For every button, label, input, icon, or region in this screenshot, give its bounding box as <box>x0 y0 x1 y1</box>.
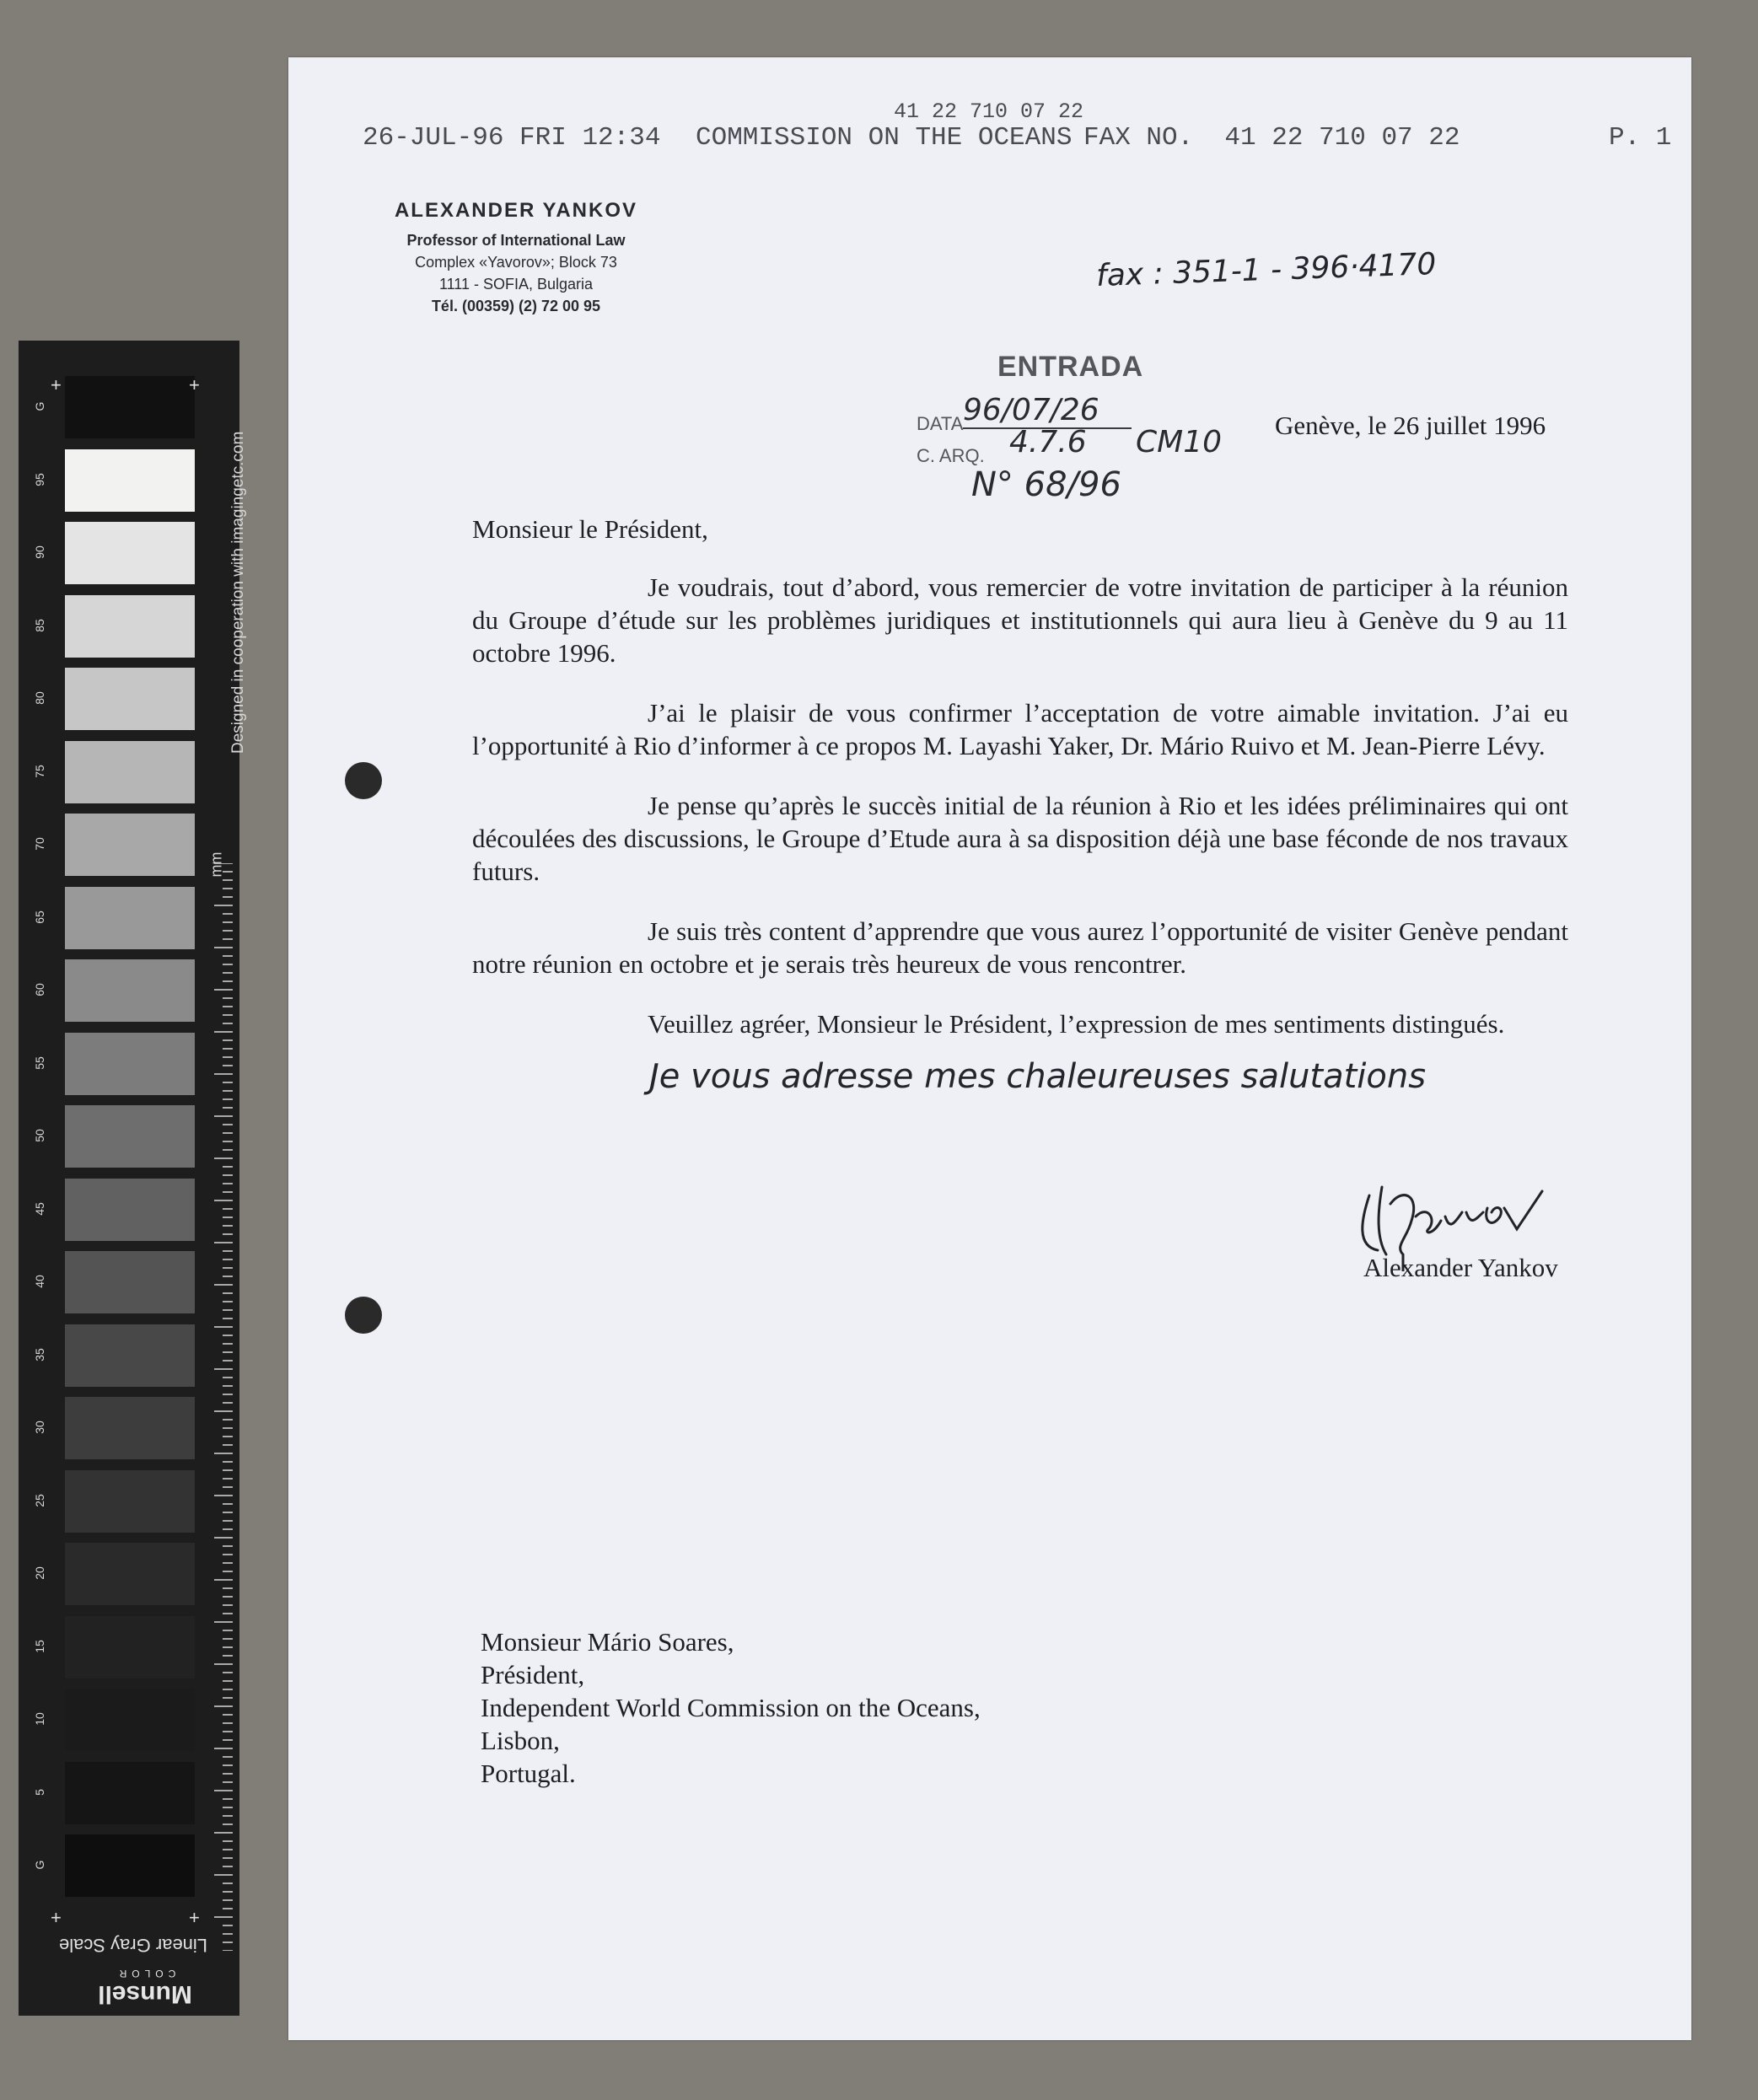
sender-address-1: Complex «Yavorov»; Block 73 <box>415 254 617 271</box>
plus-mark: + <box>189 1907 200 1928</box>
gray-patch <box>65 1834 195 1897</box>
gray-patch <box>65 1616 195 1678</box>
mm-ruler <box>212 863 234 1951</box>
gray-scale-credit: Designed in cooperation with imagingetc.com <box>229 431 247 754</box>
gray-patch <box>65 522 195 584</box>
gray-patch-label: 65 <box>33 910 46 924</box>
gray-patch <box>65 595 195 658</box>
gray-patch-label: G <box>33 401 46 411</box>
gray-patch <box>65 1324 195 1387</box>
recipient-line-5: Portugal. <box>481 1759 576 1788</box>
gray-patch <box>65 449 195 512</box>
stamp-number: N° 68/96 <box>971 465 1121 504</box>
recipient-line-1: Monsieur Mário Soares, <box>481 1627 734 1657</box>
gray-patch-label: 80 <box>33 691 46 705</box>
gray-patch <box>65 1470 195 1533</box>
gray-patch-label: 70 <box>33 837 46 851</box>
signatory-name: Alexander Yankov <box>1363 1253 1558 1282</box>
gray-patch <box>65 1397 195 1459</box>
handwritten-closing: Je vous adresse mes chaleureuses salutations <box>649 1057 1427 1096</box>
gray-patch <box>65 1179 195 1241</box>
recipient-line-3: Independent World Commission on the Oceans, <box>481 1693 981 1722</box>
sender-name: ALEXANDER YANKOV <box>394 199 638 222</box>
gray-patch <box>65 1689 195 1751</box>
fax-number: FAX NO. 41 22 710 07 22 <box>1083 123 1460 153</box>
fax-page: P. 1 <box>1609 123 1672 153</box>
fax-datetime: 26-JUL-96 FRI 12:34 <box>363 123 661 153</box>
plus-mark: + <box>51 1907 62 1928</box>
paragraph-4: Je suis très content d’apprendre que vous aurez l’opportunité de visiter Genève pendant notre réunion en octobre et je serais très heureux de vous rencontrer. <box>472 916 1568 979</box>
gray-scale-title: Linear Gray Scale <box>58 1935 208 1956</box>
letter-body <box>472 513 1568 1100</box>
gray-patch <box>65 887 195 949</box>
gray-patch-label: 95 <box>33 472 46 486</box>
sender-title: Professor of International Law <box>406 232 626 249</box>
gray-patch <box>65 1105 195 1168</box>
gray-patch-label: 35 <box>33 1347 46 1362</box>
stamp-arq-label: C. ARQ. <box>917 445 985 466</box>
gray-patch <box>65 741 195 803</box>
gray-patch <box>65 668 195 730</box>
gray-patch-label: 45 <box>33 1201 46 1216</box>
brand-sub: COLOR <box>114 1968 176 1979</box>
paragraph-2: J’ai le plaisir de vous confirmer l’acceptation de votre aimable invitation. J’ai eu l’opportunité à Rio d’informer à ce propos M. Layashi Yaker, Dr. Mário Ruivo et M. Jean-Pierre Lévy. <box>472 698 1568 760</box>
gray-patch-label: 10 <box>33 1712 46 1726</box>
fax-header <box>363 99 1672 158</box>
punch-hole <box>345 762 382 799</box>
gray-patch <box>65 1762 195 1824</box>
gray-patch <box>65 1033 195 1095</box>
stamp-arq-suffix: CM10 <box>1136 425 1223 459</box>
gray-patch-label: 30 <box>33 1421 46 1434</box>
gray-patch-label: 40 <box>33 1275 46 1288</box>
paragraph-1: Je voudrais, tout d’abord, vous remercier de votre invitation de participer à la réunion du Groupe d’étude sur les problèmes juridiques et institutionnels qui aura lieu à Genève du 9 au 11 octobre 1996. <box>472 572 1568 668</box>
gray-patch <box>65 1251 195 1313</box>
stamp-arq-value: 4.7.6 <box>1009 425 1087 459</box>
munsell-logo <box>78 1968 212 2008</box>
gray-patch-label: 90 <box>33 545 46 559</box>
gray-patch-label: 55 <box>33 1055 46 1070</box>
gray-patch <box>65 376 195 438</box>
recipient-line-4: Lisbon, <box>481 1726 560 1755</box>
gray-patch-label: 60 <box>33 983 46 996</box>
stamp-title: ENTRADA <box>997 351 1144 383</box>
gray-patch <box>65 959 195 1022</box>
plus-mark: + <box>189 374 200 395</box>
gray-patch <box>65 814 195 876</box>
punch-hole <box>345 1297 382 1334</box>
entrada-stamp <box>917 351 1271 519</box>
brand-name: Munsell <box>98 1980 192 2008</box>
gray-patch-label: 20 <box>33 1566 46 1580</box>
stamp-data-value: 96/07/26 <box>963 393 1132 429</box>
gray-patch-label: 5 <box>33 1788 46 1796</box>
gray-patch-label: 15 <box>33 1639 46 1653</box>
gray-patch-label: 25 <box>33 1493 46 1507</box>
sender-phone: Tél. (00359) (2) 72 00 95 <box>431 298 601 314</box>
recipient-address <box>481 1625 981 1790</box>
salutation: Monsieur le Président, <box>472 514 708 544</box>
mm-label: mm <box>207 851 225 878</box>
plus-mark: + <box>51 374 62 395</box>
stamp-data-label: DATA <box>917 413 964 434</box>
gray-patch-label: G <box>33 1860 46 1870</box>
gray-patch <box>65 1543 195 1605</box>
letter-page <box>288 57 1691 2040</box>
letter-date: Genève, le 26 juillet 1996 <box>1275 411 1546 440</box>
letterhead <box>381 199 651 317</box>
fax-top-number: 41 22 710 07 22 <box>894 99 1084 124</box>
paragraph-3: Je pense qu’après le succès initial de la réunion à Rio et les idées préliminaires qui ont découlées des discussions, le Groupe d’Etude aura à sa disposition déjà une base féconde de nos travaux futurs. <box>472 791 1568 886</box>
sender-address-2: 1111 - SOFIA, Bulgaria <box>438 276 594 293</box>
gray-patch-label: 75 <box>33 764 46 778</box>
gray-patch-label: 85 <box>33 618 46 632</box>
gray-scale-card <box>19 341 247 2016</box>
paragraph-5: Veuillez agréer, Monsieur le Président, l’expression de mes sentiments distingués. <box>648 1009 1505 1039</box>
fax-organization: COMMISSION ON THE OCEANS <box>696 123 1073 153</box>
recipient-line-2: Président, <box>481 1660 585 1689</box>
gray-patch-label: 50 <box>33 1129 46 1142</box>
handwritten-fax-number: fax : 351-1 - 396·4170 <box>1095 246 1437 294</box>
